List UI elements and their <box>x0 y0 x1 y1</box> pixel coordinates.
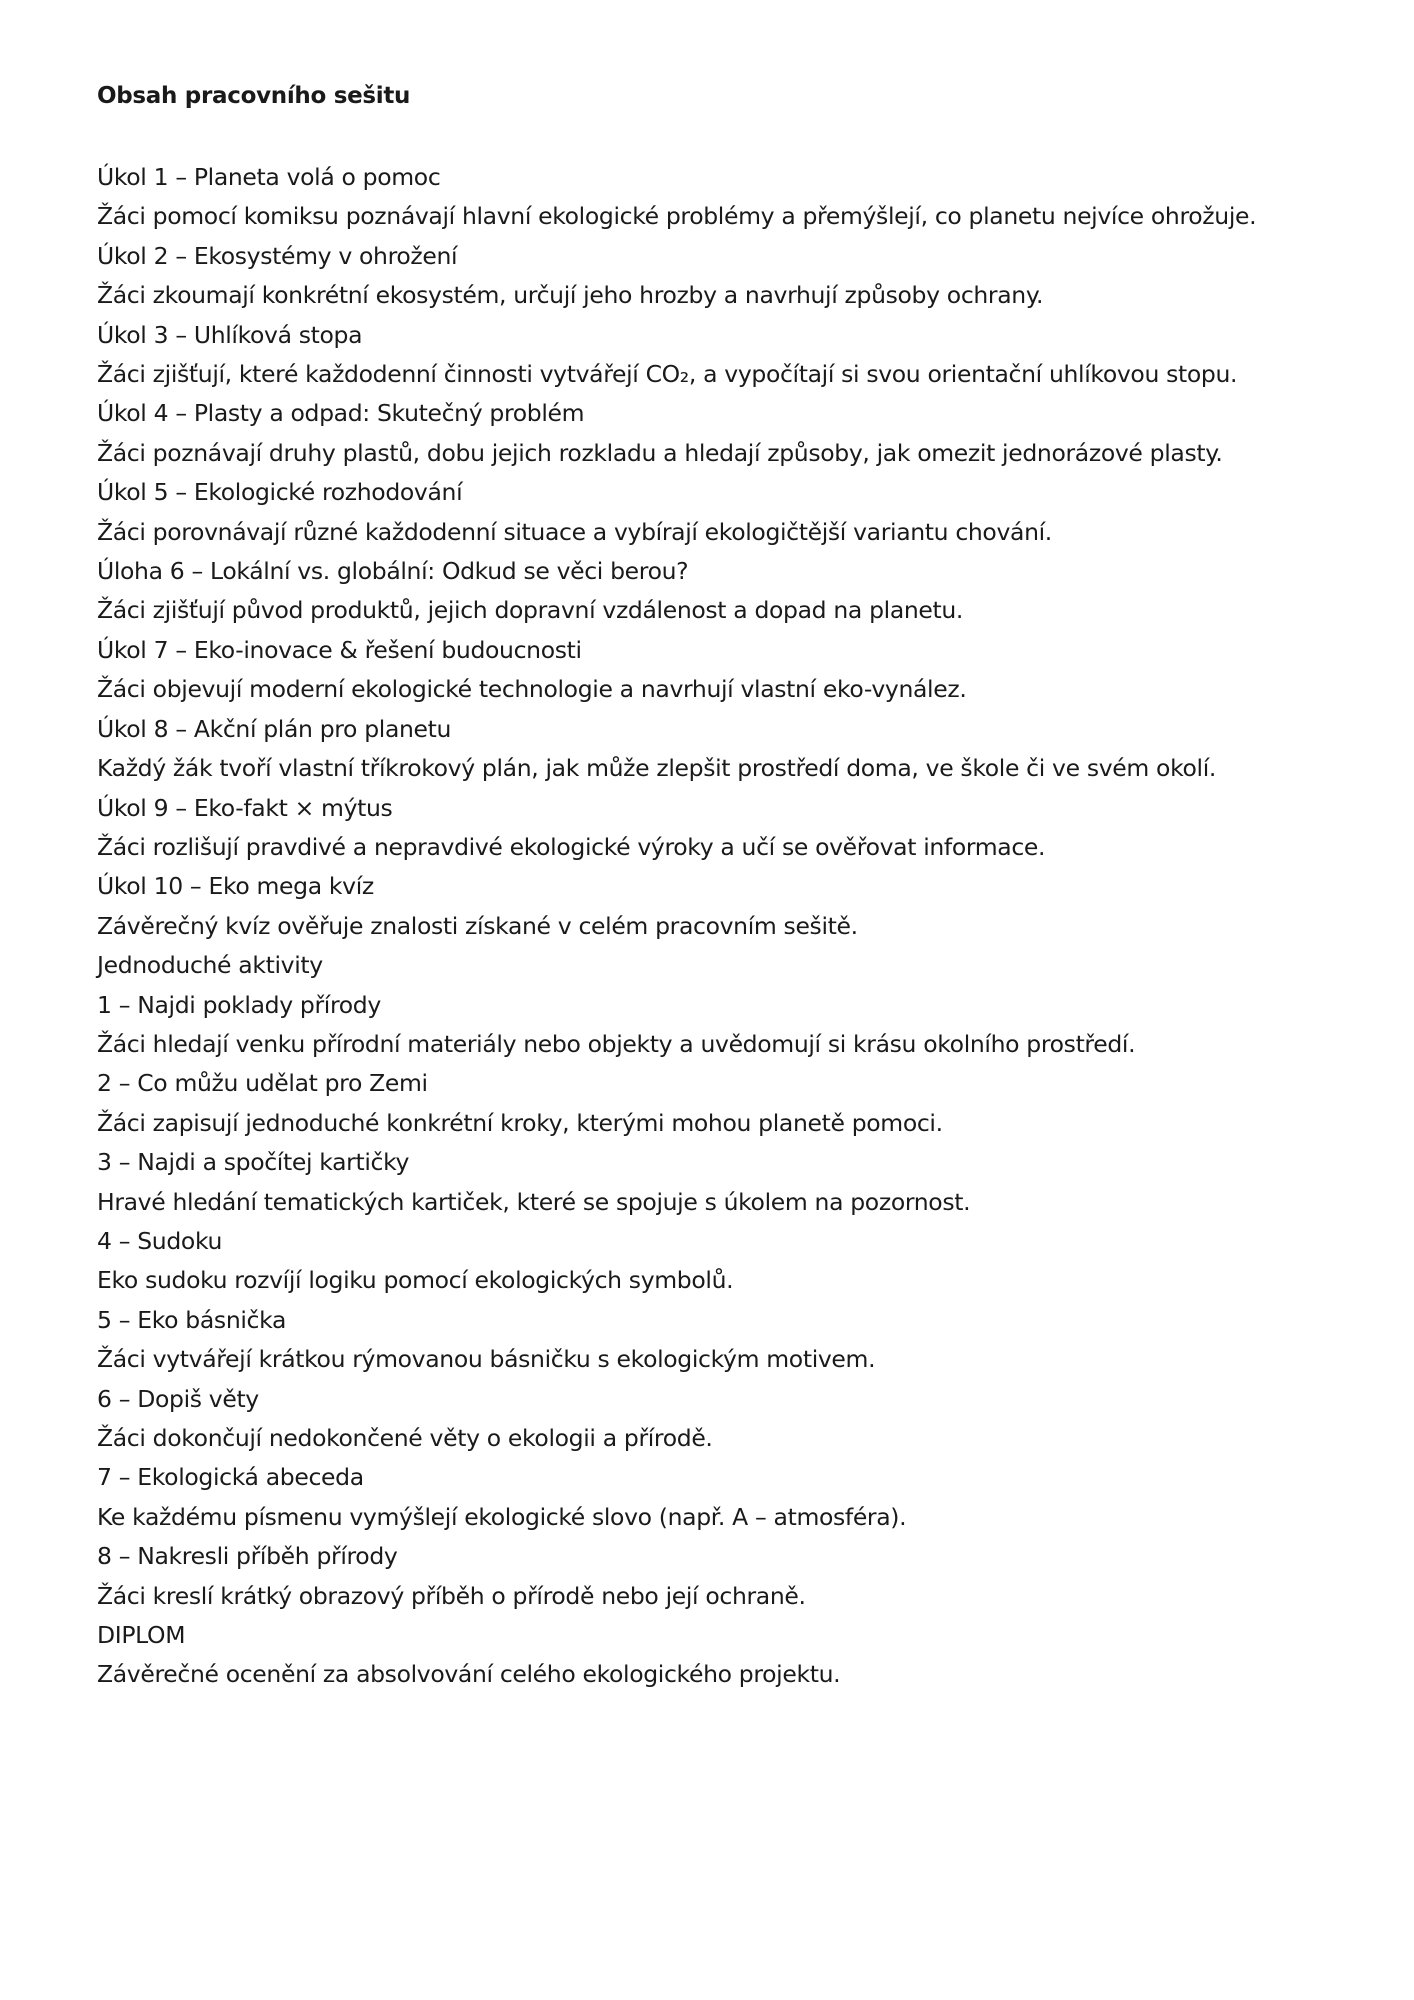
activity-heading: 2 – Co můžu udělat pro Zemi <box>97 1069 428 1098</box>
activity-description: Ke každému písmenu vymýšlejí ekologické slovo (např. A – atmosféra). <box>97 1502 907 1531</box>
task-description: Žáci zkoumají konkrétní ekosystém, určují jeho hrozby a navrhují způsoby ochrany. <box>97 281 1044 310</box>
document-title: Obsah pracovního sešitu <box>97 83 411 109</box>
simple-activities-heading: Jednoduché aktivity <box>97 951 323 980</box>
activity-description: Hravé hledání tematických kartiček, které se spojuje s úkolem na pozornost. <box>97 1187 971 1216</box>
activity-heading: 7 – Ekologická abeceda <box>97 1463 364 1492</box>
activity-item-4 <box>97 1222 1277 1301</box>
task-description: Každý žák tvoří vlastní tříkrokový plán, jak může zlepšit prostředí doma, ve škole či ve svém okolí. <box>97 754 1217 783</box>
task-heading: Úkol 1 – Planeta volá o pomoc <box>97 163 441 191</box>
task-description: Žáci poznávají druhy plastů, dobu jejich rozkladu a hledají způsoby, jak omezit jednorázové plasty. <box>97 438 1223 467</box>
task-description: Žáci pomocí komiksu poznávají hlavní ekologické problémy a přemýšlejí, co planetu nejvíce ohrožuje. <box>97 202 1257 231</box>
task-item-10 <box>97 867 1277 946</box>
activity-heading: 5 – Eko básnička <box>97 1305 287 1334</box>
activity-heading: 6 – Dopiš věty <box>97 1384 259 1413</box>
diploma-description: Závěrečné ocenění za absolvování celého ekologického projektu. <box>97 1660 841 1689</box>
task-item-2 <box>97 237 1277 316</box>
task-item-9 <box>97 789 1277 868</box>
task-heading: Úkol 7 – Eko-inovace & řešení budoucnosti <box>97 635 582 664</box>
activity-item-8 <box>97 1537 1277 1616</box>
task-description: Žáci rozlišují pravdivé a nepravdivé ekologické výroky a učí se ověřovat informace. <box>97 832 1046 861</box>
activity-heading: 1 – Najdi poklady přírody <box>97 990 381 1019</box>
activity-description: Žáci zapisují jednoduché konkrétní kroky, kterými mohou planetě pomoci. <box>97 1108 943 1137</box>
task-heading: Úkol 2 – Ekosystémy v ohrožení <box>97 241 458 270</box>
task-heading: Úkol 9 – Eko-fakt × mýtus <box>97 793 393 822</box>
activity-item-7 <box>97 1458 1277 1537</box>
task-heading: Úkol 5 – Ekologické rozhodování <box>97 478 463 507</box>
task-heading: Úkol 3 – Uhlíková stopa <box>97 320 363 349</box>
activity-item-6 <box>97 1380 1277 1459</box>
document-page <box>97 78 1277 1695</box>
contents-list <box>97 158 1277 1695</box>
task-item-8 <box>97 710 1277 789</box>
task-description: Žáci zjišťují, které každodenní činnosti vytvářejí CO₂, a vypočítají si svou orientační uhlíkovou stopu. <box>97 360 1238 389</box>
task-item-7 <box>97 631 1277 710</box>
activity-description: Eko sudoku rozvíjí logiku pomocí ekologických symbolů. <box>97 1266 734 1295</box>
activity-description: Žáci kreslí krátký obrazový příběh o přírodě nebo její ochraně. <box>97 1581 806 1610</box>
activity-description: Žáci vytvářejí krátkou rýmovanou básničku s ekologickým motivem. <box>97 1345 876 1374</box>
diploma-item <box>97 1616 1277 1695</box>
activity-item-2 <box>97 1064 1277 1143</box>
task-item-3 <box>97 316 1277 395</box>
task-description: Závěrečný kvíz ověřuje znalosti získané v celém pracovním sešitě. <box>97 911 858 940</box>
diploma-heading: DIPLOM <box>97 1621 186 1650</box>
task-description: Žáci porovnávají různé každodenní situace a vybírají ekologičtější variantu chování. <box>97 517 1052 546</box>
task-description: Žáci objevují moderní ekologické technologie a navrhují vlastní eko-vynález. <box>97 675 967 704</box>
activity-item-3 <box>97 1143 1277 1222</box>
activity-item-1 <box>97 986 1277 1065</box>
activity-heading: 3 – Najdi a spočítej kartičky <box>97 1148 410 1177</box>
task-heading: Úkol 4 – Plasty a odpad: Skutečný problém <box>97 399 585 428</box>
task-item-1 <box>97 158 1277 237</box>
activity-heading: 4 – Sudoku <box>97 1226 223 1255</box>
activity-heading: 8 – Nakresli příběh přírody <box>97 1542 398 1571</box>
task-item-5 <box>97 473 1277 552</box>
task-description: Žáci zjišťují původ produktů, jejich dopravní vzdálenost a dopad na planetu. <box>97 596 964 625</box>
task-item-6 <box>97 552 1277 631</box>
task-heading: Úloha 6 – Lokální vs. globální: Odkud se věci berou? <box>97 557 689 586</box>
task-heading: Úkol 10 – Eko mega kvíz <box>97 872 374 901</box>
activity-description: Žáci dokončují nedokončené věty o ekologii a přírodě. <box>97 1424 713 1452</box>
activity-description: Žáci hledají venku přírodní materiály nebo objekty a uvědomují si krásu okolního prostředí. <box>97 1029 1136 1058</box>
task-item-4 <box>97 394 1277 473</box>
task-heading: Úkol 8 – Akční plán pro planetu <box>97 714 452 743</box>
activity-item-5 <box>97 1301 1277 1380</box>
